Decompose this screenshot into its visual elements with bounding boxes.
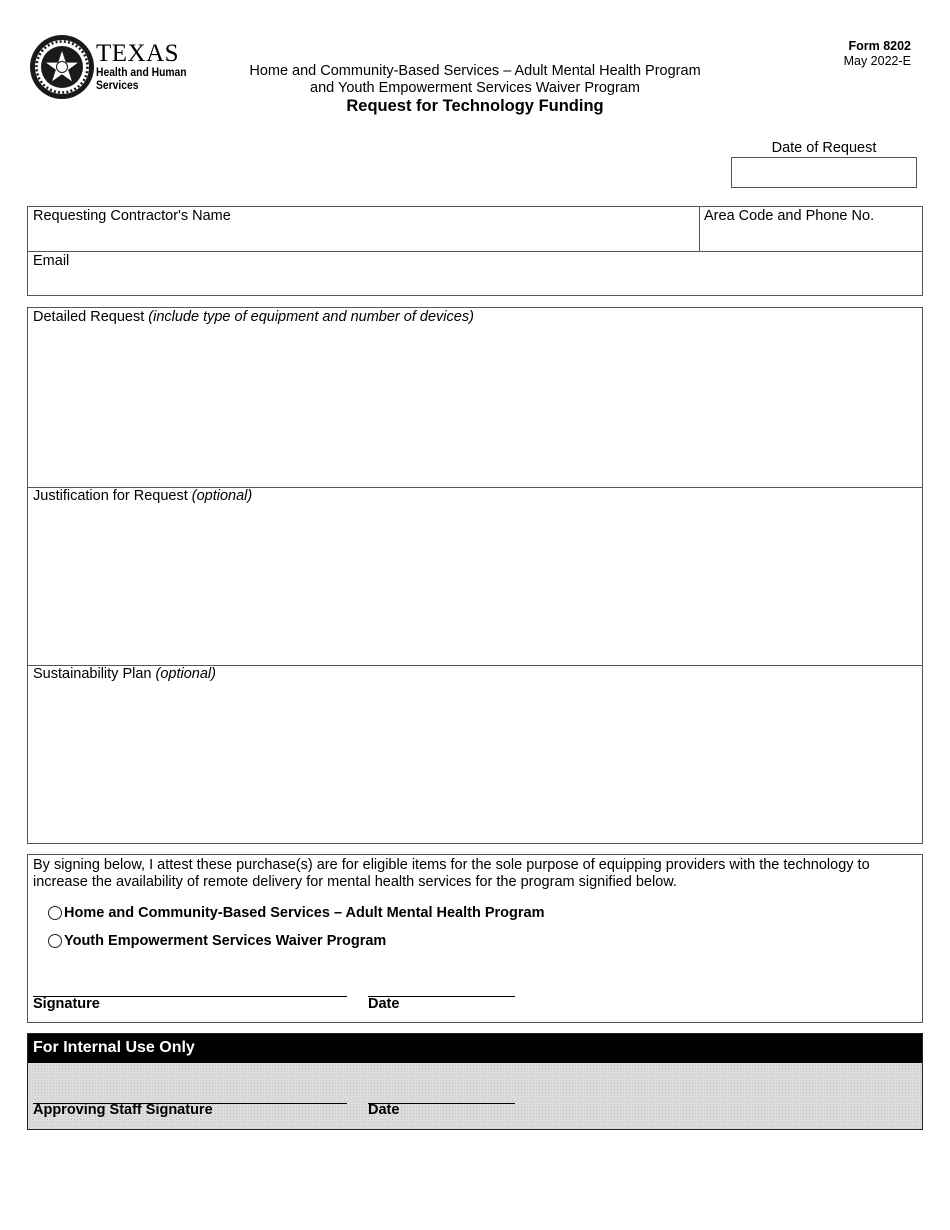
logo-subtitle-line2: Services (96, 78, 139, 92)
radio-button-yes-waiver[interactable] (48, 934, 62, 948)
program-line-1: Home and Community-Based Services – Adult Mental Health Program (249, 63, 701, 79)
attestation-section (27, 854, 923, 1023)
form-title: Request for Technology Funding (346, 97, 604, 115)
internal-use-section (27, 1033, 923, 1130)
program-option-hcbs[interactable] (48, 905, 545, 921)
approving-date-label: Date (368, 1102, 400, 1118)
request-details-section (27, 307, 923, 844)
justification-note: (optional) (191, 488, 253, 504)
contractor-name-label: Requesting Contractor's Name (33, 208, 231, 224)
phone-number-field[interactable] (699, 207, 922, 251)
contractor-info-section (27, 206, 923, 296)
signature-label: Signature (33, 996, 100, 1012)
justification-label-text: Justification for Request (33, 488, 192, 504)
date-of-request-label: Date of Request (771, 140, 877, 156)
justification-field[interactable] (28, 487, 922, 666)
detailed-request-field[interactable] (28, 308, 922, 488)
program-option-yes-waiver-label: Youth Empowerment Services Waiver Program (64, 933, 387, 949)
radio-button-hcbs[interactable] (48, 906, 62, 920)
logo-subtitle-line1: Health and Human (96, 65, 187, 79)
logo-text (96, 41, 201, 92)
detailed-request-label (33, 309, 474, 325)
email-field[interactable] (28, 251, 922, 296)
attestation-text: By signing below, I attest these purchase(s) are for eligible items for the sole purpose of equipping providers with the technology to increase the availability of remote delivery for mental health services for the program signified below. (33, 857, 870, 890)
signature-date-label: Date (368, 996, 400, 1012)
email-label: Email (33, 253, 70, 269)
sustainability-plan-note: (optional) (155, 666, 216, 682)
form-number: Form 8202 (848, 39, 911, 53)
form-info (844, 39, 911, 69)
approving-signature-label: Approving Staff Signature (33, 1102, 213, 1118)
program-line-2: and Youth Empowerment Services Waiver Program (310, 80, 640, 96)
program-option-hcbs-label: Home and Community-Based Services – Adult Mental Health Program (64, 905, 545, 921)
logo-title: TEXAS (96, 40, 180, 67)
internal-use-header (28, 1034, 922, 1063)
program-option-yes-waiver[interactable] (48, 933, 386, 949)
detailed-request-label-text: Detailed Request (33, 309, 149, 325)
form-revision-date: May 2022-E (843, 54, 911, 68)
phone-number-label: Area Code and Phone No. (704, 208, 875, 224)
internal-use-title: For Internal Use Only (33, 1039, 195, 1056)
sustainability-plan-label-text: Sustainability Plan (33, 666, 156, 682)
sustainability-plan-label (33, 666, 216, 682)
detailed-request-note: (include type of equipment and number of devices) (148, 309, 474, 325)
contractor-name-field[interactable] (28, 207, 700, 251)
justification-label (33, 488, 252, 504)
date-of-request-field[interactable] (731, 157, 917, 188)
form-header (200, 63, 750, 115)
sustainability-plan-field[interactable] (28, 665, 922, 843)
